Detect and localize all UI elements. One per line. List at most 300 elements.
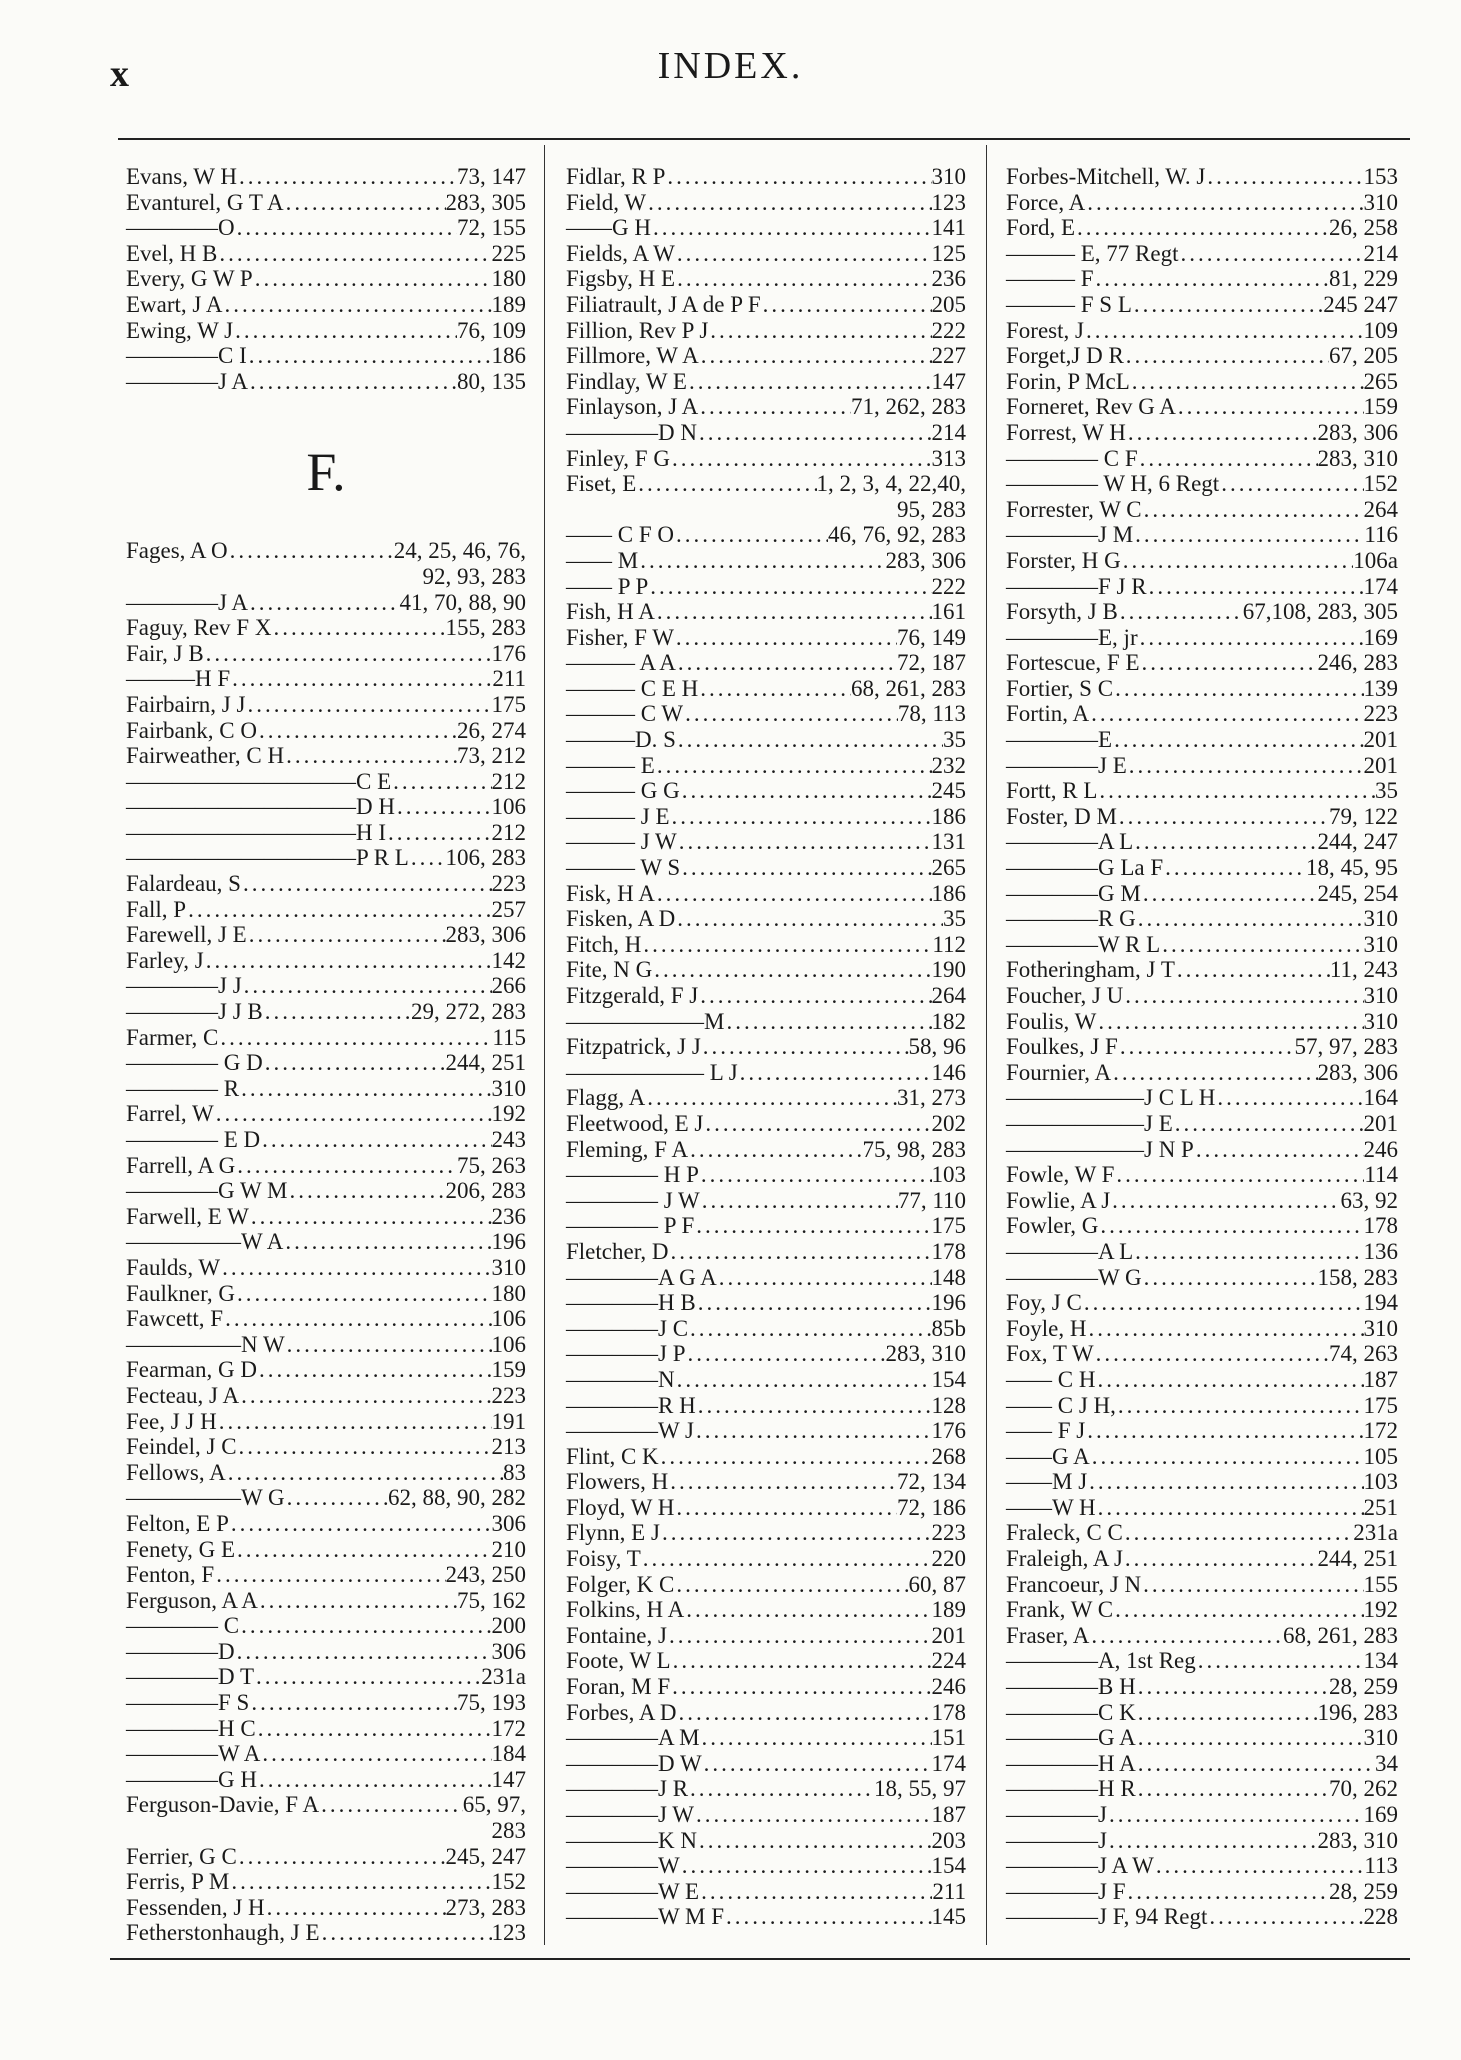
entry-name: Fecteau, J A xyxy=(126,1382,240,1408)
entry-pages: 57, 97, 283 xyxy=(1294,1034,1398,1060)
entry-pages: 273, 283 xyxy=(445,1894,526,1920)
leader-dots xyxy=(680,1853,932,1879)
entry-pages: 196 xyxy=(491,1229,526,1255)
entry-pages: 283, 306 xyxy=(1317,419,1398,445)
index-entry xyxy=(566,932,966,958)
entry-pages: 268 xyxy=(931,1443,966,1469)
leader-dots xyxy=(245,692,491,718)
index-entry-continuation: 92, 93, 283 xyxy=(422,563,526,589)
index-entry xyxy=(1006,1879,1398,1905)
index-entry xyxy=(566,292,966,318)
index-entry xyxy=(566,420,966,446)
index-entry xyxy=(1006,1367,1398,1393)
leader-dots xyxy=(285,1332,492,1358)
entry-name: Fortin, A xyxy=(1006,701,1090,727)
entry-pages: 223 xyxy=(491,1382,526,1408)
index-entry xyxy=(1006,318,1398,344)
index-entry xyxy=(566,471,966,497)
entry-pages: 266 xyxy=(491,973,526,999)
entry-name: Fairweather, C H xyxy=(126,743,285,769)
entry-pages: 103 xyxy=(1363,1469,1398,1495)
entry-name: Floyd, W H xyxy=(566,1494,675,1520)
leader-dots xyxy=(1094,266,1329,292)
index-entry xyxy=(126,769,526,795)
leader-dots xyxy=(1140,650,1318,676)
entry-pages: 155 xyxy=(1363,1571,1398,1597)
leader-dots xyxy=(1219,471,1363,497)
index-entry xyxy=(566,548,966,574)
entry-pages: 11, 243 xyxy=(1329,957,1398,983)
leader-dots xyxy=(671,1648,932,1674)
leader-dots xyxy=(703,1111,931,1137)
leader-dots xyxy=(249,1690,457,1716)
leader-dots xyxy=(688,1137,862,1163)
leader-dots xyxy=(665,164,931,190)
entry-name: ————G W M xyxy=(126,1178,288,1204)
entry-name: ———— H P xyxy=(566,1162,699,1188)
entry-pages: 63, 92 xyxy=(1340,1187,1398,1213)
entry-pages: 283, 310 xyxy=(885,1341,966,1367)
index-entry xyxy=(566,1700,966,1726)
leader-dots xyxy=(1084,318,1364,344)
entry-pages: 178 xyxy=(1363,1213,1398,1239)
entry-name: Ferguson-Davie, F A xyxy=(126,1792,320,1818)
index-entry xyxy=(566,727,966,753)
entry-name: Fenton, F xyxy=(126,1562,215,1588)
index-entry xyxy=(126,1460,526,1486)
entry-name: Farewell, J E xyxy=(126,922,247,948)
entry-pages: 151 xyxy=(931,1725,966,1751)
entry-name: Findlay, W E xyxy=(566,368,687,394)
entry-pages: 201 xyxy=(931,1622,966,1648)
entry-name: Foisy, T xyxy=(566,1546,641,1572)
entry-pages: 186 xyxy=(931,880,966,906)
leader-dots xyxy=(694,1213,931,1239)
entry-name: ——— G G xyxy=(566,778,680,804)
index-entry xyxy=(1006,420,1398,446)
leader-dots xyxy=(697,1828,932,1854)
bottom-rule xyxy=(110,1958,1410,1960)
leader-dots xyxy=(738,1060,932,1086)
entry-pages: 81, 229 xyxy=(1329,266,1398,292)
entry-name: ————H A xyxy=(1006,1750,1136,1776)
entry-name: Forin, P McL xyxy=(1006,368,1130,394)
entry-name: Foote, W L xyxy=(566,1648,671,1674)
entry-name: Folkins, H A xyxy=(566,1597,685,1623)
entry-name: ————J F, 94 Regt xyxy=(1006,1904,1208,1930)
index-entry xyxy=(1006,343,1398,369)
entry-name: ————J W xyxy=(566,1802,694,1827)
entry-name: ————A L xyxy=(1006,1238,1134,1264)
index-entry xyxy=(1006,394,1398,420)
entry-pages: 214 xyxy=(1363,240,1398,266)
entry-name: ——————M xyxy=(566,1008,725,1034)
entry-name: Ewart, J A xyxy=(126,291,223,317)
entry-name: Feindel, J C xyxy=(126,1434,237,1460)
entry-name: ————H C xyxy=(126,1715,256,1741)
entry-pages: 306 xyxy=(491,1638,526,1664)
index-entry xyxy=(126,615,526,641)
entry-name: ——— J E xyxy=(566,803,670,829)
entry-pages: 123 xyxy=(491,1920,526,1946)
leader-dots xyxy=(1113,1597,1363,1623)
page-title: INDEX. xyxy=(657,45,804,87)
leader-dots xyxy=(230,666,492,692)
entry-name: ——————————P R L xyxy=(126,845,409,871)
entry-pages: 223 xyxy=(491,871,526,897)
entry-pages: 178 xyxy=(931,1699,966,1725)
leader-dots xyxy=(285,1485,388,1511)
index-entry xyxy=(126,1690,526,1716)
entry-pages: 75, 162 xyxy=(457,1587,526,1613)
index-entry xyxy=(126,845,526,871)
index-entry xyxy=(566,1597,966,1623)
index-entry xyxy=(126,692,526,718)
entry-name: Fournier, A xyxy=(1006,1059,1112,1085)
entry-name: Foulis, W xyxy=(1006,1008,1097,1034)
entry-name: Ferrier, G C xyxy=(126,1843,237,1869)
entry-name: ————J M xyxy=(1006,522,1134,548)
entry-name: ——— F S L xyxy=(1006,291,1132,317)
leader-dots xyxy=(1118,1034,1295,1060)
index-entry xyxy=(1006,497,1398,523)
index-entry xyxy=(126,1511,526,1537)
entry-name: ————J P xyxy=(566,1341,686,1367)
entry-pages: 116 xyxy=(1364,522,1398,548)
entry-pages: 103 xyxy=(931,1162,966,1188)
index-entry xyxy=(1006,1111,1398,1137)
index-entry xyxy=(1006,1853,1398,1879)
index-entry xyxy=(126,948,526,974)
index-entry xyxy=(1006,1469,1398,1495)
index-entry xyxy=(126,1792,526,1818)
entry-name: ————W G xyxy=(1006,1264,1142,1290)
entry-pages: 306 xyxy=(491,1510,526,1536)
leader-dots xyxy=(241,871,492,897)
entry-pages: 73, 212 xyxy=(457,743,526,769)
leader-dots xyxy=(1117,804,1329,830)
entry-name: Forrester, W C xyxy=(1006,496,1142,522)
entry-pages: 227 xyxy=(931,343,966,369)
entry-name: ———— C xyxy=(126,1613,240,1639)
index-entry xyxy=(566,1060,966,1086)
entry-name: Fall, P xyxy=(126,896,187,922)
entry-pages: 152 xyxy=(1363,471,1398,497)
index-entry xyxy=(1006,727,1398,753)
leader-dots xyxy=(1127,753,1364,779)
leader-dots xyxy=(235,1537,491,1563)
leader-dots xyxy=(1096,1495,1364,1521)
entry-name: Fillmore, W A xyxy=(566,343,699,369)
leader-dots xyxy=(1123,1520,1353,1546)
index-entry xyxy=(1006,881,1398,907)
leader-dots xyxy=(235,1639,492,1665)
index-entry xyxy=(566,599,966,625)
entry-pages: 243, 250 xyxy=(445,1562,526,1588)
entry-pages: 206, 283 xyxy=(445,1178,526,1204)
entry-name: Foster, D M xyxy=(1006,803,1117,829)
entry-name: —————W A xyxy=(126,1229,284,1255)
index-entry xyxy=(1006,1623,1398,1649)
index-entry xyxy=(126,1716,526,1742)
leader-dots xyxy=(1173,1111,1364,1137)
index-entry xyxy=(566,855,966,881)
leader-dots xyxy=(761,292,932,318)
index-entry xyxy=(566,1495,966,1521)
entry-name: ————N xyxy=(566,1366,675,1392)
leader-dots xyxy=(257,1357,492,1383)
leader-dots xyxy=(1087,1469,1363,1495)
leader-dots xyxy=(696,1393,932,1419)
entry-pages: 62, 88, 90, 282 xyxy=(388,1485,526,1511)
entry-name: ——— A A xyxy=(566,650,676,676)
index-entry xyxy=(1006,1009,1398,1035)
entry-pages: 106 xyxy=(491,1306,526,1332)
entry-pages: 73, 147 xyxy=(457,164,526,189)
entry-pages: 106a xyxy=(1353,547,1398,573)
index-entry xyxy=(566,266,966,292)
entry-name: —————— L J xyxy=(566,1059,738,1085)
leader-dots xyxy=(237,1844,446,1870)
leader-dots xyxy=(670,446,932,472)
leader-dots xyxy=(1085,190,1363,216)
entry-pages: 224 xyxy=(931,1648,966,1674)
entry-pages: 79, 122 xyxy=(1329,803,1398,829)
entry-pages: 310 xyxy=(1363,1315,1398,1341)
leader-dots xyxy=(694,1802,932,1828)
entry-name: ——— W S xyxy=(566,855,681,881)
index-entry xyxy=(1006,625,1398,651)
entry-name: Ferguson, A A xyxy=(126,1587,258,1613)
entry-pages: 159 xyxy=(1363,394,1398,420)
entry-pages: 264 xyxy=(1363,496,1398,522)
entry-name: ————J R xyxy=(566,1776,689,1802)
entry-name: Fields, A W xyxy=(566,240,675,266)
leader-dots xyxy=(688,1316,931,1342)
entry-pages: 169 xyxy=(1363,1802,1398,1827)
leader-dots xyxy=(670,1674,931,1700)
entry-pages: 60, 87 xyxy=(908,1571,966,1597)
entry-name: Fawcett, F xyxy=(126,1306,224,1332)
index-entry xyxy=(1006,1393,1398,1419)
entry-name: Fish, H A xyxy=(566,599,655,625)
entry-name: Fetherstonhaugh, J E xyxy=(126,1920,320,1946)
entry-pages: 152 xyxy=(491,1869,526,1895)
leader-dots xyxy=(677,1700,932,1726)
leader-dots xyxy=(675,241,932,267)
leader-dots xyxy=(1176,394,1364,420)
entry-pages: 186 xyxy=(491,343,526,369)
entry-name: Foucher, J U xyxy=(1006,983,1124,1008)
entry-pages: 283, 310 xyxy=(1317,445,1398,471)
entry-pages: 112 xyxy=(932,931,966,957)
leader-dots xyxy=(1163,855,1306,881)
entry-name: ——————————D H xyxy=(126,794,395,820)
entry-name: Farmer, C xyxy=(126,1024,219,1050)
entry-pages: 223 xyxy=(931,1520,966,1546)
index-column-2 xyxy=(566,164,966,1930)
entry-name: Fearman, G D xyxy=(126,1357,257,1383)
entry-pages: 178 xyxy=(931,1238,966,1264)
index-entry xyxy=(566,1853,966,1879)
entry-name: ——G A xyxy=(1006,1443,1090,1469)
index-entry xyxy=(126,922,526,948)
leader-dots xyxy=(676,650,897,676)
entry-pages: 131 xyxy=(931,829,966,855)
leader-dots xyxy=(698,676,851,702)
entry-pages: 245, 254 xyxy=(1317,880,1398,906)
entry-name: Foy, J C xyxy=(1006,1290,1082,1316)
entry-pages: 34 xyxy=(1375,1750,1398,1776)
entry-pages: 196, 283 xyxy=(1317,1699,1398,1725)
leader-dots xyxy=(1098,1213,1363,1239)
entry-name: Fiset, E xyxy=(566,471,637,497)
index-entry xyxy=(126,1895,526,1921)
entry-pages: 310 xyxy=(1363,931,1398,957)
index-entry xyxy=(566,1725,966,1751)
index-entry xyxy=(566,1290,966,1316)
entry-pages: 222 xyxy=(931,317,966,343)
index-entry xyxy=(1006,1265,1398,1291)
index-entry xyxy=(566,318,966,344)
entry-name: Fletcher, D xyxy=(566,1238,669,1264)
leader-dots xyxy=(1118,599,1243,625)
entry-pages: 310 xyxy=(1363,1008,1398,1034)
index-entry xyxy=(126,1409,526,1435)
leader-dots xyxy=(257,1767,492,1793)
entry-pages: 201 xyxy=(1363,752,1398,778)
index-entry xyxy=(1006,292,1398,318)
entry-pages: 123 xyxy=(931,189,966,215)
entry-pages: 212 xyxy=(491,768,526,794)
entry-name: —— P P xyxy=(566,573,649,599)
leader-dots xyxy=(1111,1060,1317,1086)
leader-dots xyxy=(1133,829,1317,855)
entry-pages: 205 xyxy=(931,291,966,317)
leader-dots xyxy=(239,1613,491,1639)
leader-dots xyxy=(217,241,491,267)
entry-name: Fortier, S C xyxy=(1006,675,1114,701)
entry-pages: 174 xyxy=(931,1750,966,1776)
leader-dots xyxy=(680,778,932,804)
entry-name: ———H F xyxy=(126,666,231,692)
entry-pages: 35 xyxy=(1375,778,1398,804)
leader-dots xyxy=(257,718,457,744)
leader-dots xyxy=(683,701,898,727)
index-entry xyxy=(1006,676,1398,702)
entry-name: Forbes, A D xyxy=(566,1699,677,1725)
entry-name: ————D N xyxy=(566,419,697,445)
index-entry xyxy=(566,1904,966,1930)
index-entry xyxy=(1006,1188,1398,1214)
index-entry xyxy=(1006,1776,1398,1802)
index-entry xyxy=(126,590,526,616)
entry-pages: 246 xyxy=(1363,1136,1398,1162)
leader-dots xyxy=(226,1460,503,1486)
entry-name: ——W H xyxy=(1006,1494,1096,1520)
entry-pages: 128 xyxy=(931,1392,966,1418)
leader-dots xyxy=(1136,1674,1329,1700)
entry-pages: 283, 306 xyxy=(885,547,966,573)
entry-pages: 283, 306 xyxy=(1317,1059,1398,1085)
leader-dots xyxy=(247,922,446,948)
entry-name: Ford, E xyxy=(1006,215,1075,241)
entry-pages: 106 xyxy=(491,794,526,820)
entry-name: ———D. S xyxy=(566,727,676,753)
index-entry xyxy=(566,701,966,727)
leader-dots xyxy=(1124,343,1329,369)
leader-dots xyxy=(1090,1444,1364,1470)
entry-name: Fairbank, C O xyxy=(126,717,257,743)
index-entry xyxy=(566,1520,966,1546)
leader-dots xyxy=(223,1306,491,1332)
entry-name: ————D W xyxy=(566,1750,702,1776)
leader-dots xyxy=(668,1469,897,1495)
leader-dots xyxy=(260,1127,491,1153)
leader-dots xyxy=(1136,1751,1375,1777)
index-entry xyxy=(1006,266,1398,292)
index-entry xyxy=(1006,1034,1398,1060)
index-entry xyxy=(566,804,966,830)
index-entry xyxy=(566,369,966,395)
entry-name: Every, G W P xyxy=(126,266,253,292)
entry-name: Evanturel, G T A xyxy=(126,189,284,215)
entry-pages: 175 xyxy=(491,691,526,717)
entry-name: Forget,J D R xyxy=(1006,343,1124,369)
entry-pages: 145 xyxy=(931,1904,966,1930)
entry-pages: 245 xyxy=(931,778,966,804)
leader-dots xyxy=(1130,369,1364,395)
entry-pages: 313 xyxy=(931,445,966,471)
index-entry xyxy=(1006,1418,1398,1444)
entry-pages: 172 xyxy=(1363,1418,1398,1444)
entry-name: Fortt, R L xyxy=(1006,778,1098,804)
entry-name: Fitch, H xyxy=(566,931,642,957)
index-entry xyxy=(1006,522,1398,548)
entry-name: Finley, F G xyxy=(566,445,670,471)
leader-dots xyxy=(229,1869,491,1895)
leader-dots xyxy=(248,369,457,395)
entry-name: Francoeur, J N xyxy=(1006,1571,1142,1597)
entry-pages: 139 xyxy=(1363,675,1398,701)
leader-dots xyxy=(698,983,931,1009)
leader-dots xyxy=(636,471,816,497)
entry-name: ——M J xyxy=(1006,1469,1088,1495)
leader-dots xyxy=(253,266,492,292)
index-entry xyxy=(1006,164,1398,190)
leader-dots xyxy=(1196,1648,1364,1674)
entry-pages: 310 xyxy=(1363,906,1398,932)
entry-name: Forster, H G xyxy=(1006,547,1121,573)
entry-pages: 141 xyxy=(931,215,966,241)
entry-pages: 236 xyxy=(931,266,966,292)
leader-dots xyxy=(217,1409,492,1435)
entry-name: ————H R xyxy=(1006,1776,1136,1802)
entry-pages: 169 xyxy=(1363,624,1398,650)
index-entry xyxy=(566,241,966,267)
leader-dots xyxy=(1096,1009,1363,1035)
leader-dots xyxy=(239,1076,491,1102)
entry-pages: 154 xyxy=(931,1853,966,1879)
entry-name: Farrell, A G xyxy=(126,1152,236,1178)
index-entry xyxy=(566,1316,966,1342)
index-entry xyxy=(126,1153,526,1179)
entry-list-a xyxy=(126,164,526,394)
index-entry xyxy=(566,1188,966,1214)
index-entry xyxy=(126,1869,526,1895)
entry-pages: 164 xyxy=(1363,1085,1398,1111)
leader-dots xyxy=(1136,1700,1318,1726)
